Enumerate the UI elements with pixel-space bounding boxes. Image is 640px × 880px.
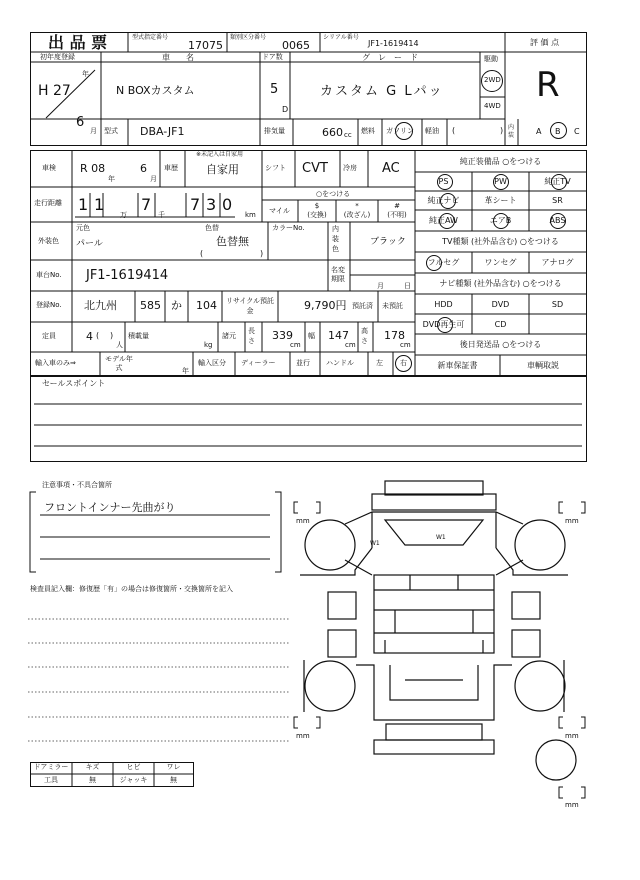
width-value: 147 <box>328 329 349 342</box>
reg-area: 北九州 <box>84 299 117 312</box>
mileage-digit-4: 7 <box>190 195 201 214</box>
drive-4wd: 4WD <box>484 102 501 110</box>
fuel-circle <box>395 122 413 140</box>
model-year-unit: 年 <box>182 367 189 375</box>
table-jack-value: 無 <box>170 776 177 784</box>
inspector-label: 検査員記入欄：修復歴「有」の場合は修復箇所・交換箇所を記入 <box>30 585 233 593</box>
load-label: 積載量 <box>128 332 149 340</box>
color-repaint-label: 色替 <box>205 224 219 232</box>
notes-line-1: フロントインナー先曲がり <box>44 501 176 514</box>
serial-label: シリアル番号 <box>323 34 359 41</box>
unknown-label: # (不明) <box>387 202 407 219</box>
int-color: ブラック <box>370 237 406 247</box>
displacement: 660 <box>322 126 343 139</box>
nav-dvd-playback: DVD再生可 <box>422 320 465 329</box>
width-label: 幅 <box>308 332 315 340</box>
model-no: 17075 <box>188 39 223 52</box>
mileage-digit-5: 3 <box>206 195 217 214</box>
sen-unit: 千 <box>158 211 165 219</box>
mileage-digit-6: 0 <box>222 195 233 214</box>
mile-label: マイル <box>269 207 290 215</box>
handle-left: 左 <box>376 359 383 367</box>
inspection-month: 6 <box>140 162 147 175</box>
first-reg-month: 6 <box>76 115 85 130</box>
model-no-label: 型式指定番号 <box>132 34 169 41</box>
nav-dvd-playback-circle <box>437 317 453 333</box>
capacity-bracket-close: ) <box>110 331 114 340</box>
diesel-bracket: ( <box>452 126 456 135</box>
color-repaint-bracket: ( <box>200 249 204 258</box>
equip-sr: SR <box>552 196 563 205</box>
load-unit: kg <box>204 341 213 349</box>
equip-pw: PW <box>494 177 507 186</box>
length-value: 339 <box>272 329 293 342</box>
handle-right: 右 <box>400 359 407 367</box>
displacement-label: 排気量 <box>264 127 285 135</box>
model-year-label: モデル年式 <box>105 355 133 372</box>
nav-cd: CD <box>494 320 507 329</box>
reg-num: 104 <box>196 299 217 312</box>
name-change-month: 月 <box>377 282 384 290</box>
color-repaint: 色替無 <box>216 235 249 248</box>
reg-kana: か <box>171 299 182 312</box>
mm-front-left: mm <box>296 517 310 525</box>
equip-aw: 純正AW <box>429 216 458 225</box>
recycle-amount: 9,790円 <box>304 299 347 312</box>
mm-rear-right: mm <box>565 732 579 740</box>
color-repaint-bracket-close: ) <box>260 249 264 258</box>
equip-navi-circle <box>440 193 456 209</box>
sales-point-label: セールスポイント <box>42 379 106 388</box>
nav-dvd: DVD <box>491 300 510 309</box>
width-unit: cm <box>345 341 356 349</box>
table-crack: ヒビ <box>126 763 141 771</box>
mm-rear-left: mm <box>296 732 310 740</box>
later-manual: 車輌取説 <box>527 361 559 370</box>
capacity-value: 4 <box>86 330 93 343</box>
interior-label: 内装 <box>508 124 515 139</box>
handle-label: ハンドル <box>326 359 354 367</box>
tv-analog: アナログ <box>541 258 574 267</box>
tv-fullseg-circle <box>426 255 442 271</box>
ac-label: 冷房 <box>343 164 357 172</box>
doors-value: 5 <box>270 82 279 97</box>
tv-fullseg: フルセグ <box>427 258 460 267</box>
interior-a: A <box>536 127 542 136</box>
table-scratch: キズ <box>85 763 100 771</box>
chassis-value: JF1-1619414 <box>86 268 169 283</box>
capacity-unit: 人 <box>116 341 123 349</box>
later-warranty: 新車保証書 <box>437 361 478 370</box>
interior-b-circle <box>550 122 567 139</box>
reg-class: 585 <box>140 299 161 312</box>
recycle-status: 預託済 <box>352 302 373 310</box>
color-label: 外装色 <box>38 237 59 245</box>
table-break: ワレ <box>166 763 181 771</box>
w1-left-label: W1 <box>370 540 380 547</box>
car-name-label: 車 名 <box>162 53 194 62</box>
first-reg-year: H 27 <box>38 83 71 99</box>
height-label: 高さ <box>361 327 368 345</box>
grade-header-label: 評 価 点 <box>530 38 560 47</box>
inspection-label: 車検 <box>42 164 56 172</box>
equip-tv-circle <box>551 174 567 190</box>
man-unit: 万 <box>120 211 127 219</box>
color-orig-label: 元色 <box>76 224 90 232</box>
shift-label: シフト <box>265 164 286 172</box>
inspection-month-unit: 月 <box>150 175 157 183</box>
swap-label: $ (交換) <box>307 202 327 219</box>
interior-c: C <box>574 127 580 136</box>
history-value: 自家用 <box>206 163 239 176</box>
color-no-label: カラーNo. <box>272 224 305 232</box>
equip-tv: 純正TV <box>544 177 571 186</box>
handle-right-circle <box>395 355 412 372</box>
mileage-digit-3: 7 <box>141 195 152 214</box>
equip-abs-circle <box>550 213 566 229</box>
length-unit: cm <box>290 341 301 349</box>
equip-ps: PS <box>438 177 449 186</box>
fuel-label: 燃料 <box>361 127 375 135</box>
nav-hdd: HDD <box>434 300 453 309</box>
mm-front-right: mm <box>565 517 579 525</box>
capacity-bracket: ( <box>96 331 100 340</box>
first-reg-label: 初年度登録 <box>40 53 75 61</box>
fuel-gasoline: ガソリン <box>386 127 414 135</box>
shift-value: CVT <box>302 161 328 176</box>
class-no-label: 類別区分番号 <box>230 34 267 41</box>
class-no: 0065 <box>282 39 310 52</box>
reg-label: 登録No. <box>36 301 62 309</box>
int-color-label: 内装色 <box>332 225 339 253</box>
tampered-label: * (改ざん) <box>343 202 371 219</box>
equip-aw-circle <box>439 213 455 229</box>
grade-value: R <box>536 65 560 105</box>
dealer-label: ディーラー <box>241 359 276 367</box>
table-jack: ジャッキ <box>119 776 148 784</box>
mileage-digit-2: 1 <box>94 195 105 214</box>
drive-2wd-circle <box>481 70 503 92</box>
length-label: 長さ <box>248 327 255 345</box>
equip-leather: 革シート <box>484 196 517 205</box>
equip-ps-circle <box>437 174 453 190</box>
mileage-digit-1: 1 <box>78 195 89 214</box>
grade-label: グ レ ー ド <box>362 53 418 62</box>
height-unit: cm <box>400 341 411 349</box>
color-orig: パール <box>76 239 103 249</box>
recycle-status-unpaid: 未預託 <box>382 302 403 310</box>
mm-spare: mm <box>565 801 579 809</box>
capacity-label: 定員 <box>42 332 56 340</box>
chassis-label: 車台No. <box>36 271 62 279</box>
month-unit: 月 <box>90 127 97 135</box>
import-type-label: 輸入区分 <box>198 359 226 367</box>
cc-unit: cc <box>344 131 352 139</box>
inspection-year: R 08 <box>80 162 106 175</box>
table-door-mirror: ドアミラー <box>33 763 69 771</box>
diesel-bracket-close: ) <box>500 126 504 135</box>
doors-suffix: D <box>282 105 289 114</box>
w1-right-label: W1 <box>436 534 446 541</box>
drive-label: 駆動 <box>484 55 498 63</box>
table-tools: 工具 <box>44 776 58 784</box>
model-type: DBA-JF1 <box>140 125 185 138</box>
diesel-label: 軽油 <box>425 127 439 135</box>
equip-navi: 純正ナビ <box>427 196 460 205</box>
nav-sd: SD <box>551 300 564 309</box>
drive-2wd: 2WD <box>484 76 501 84</box>
km-unit: km <box>245 211 256 219</box>
name-change-day: 日 <box>404 282 411 290</box>
grade-text: カスタム G Lパッ <box>320 84 444 99</box>
nav-title: ナビ種類 (社外品含む) ○をつける <box>439 279 562 288</box>
form-title: 出 品 票 <box>48 33 108 52</box>
name-change-label: 名変期限 <box>331 266 345 283</box>
equip-abs: ABS <box>549 216 566 225</box>
ac-value: AC <box>382 161 400 176</box>
equip-airbag: エアB <box>489 216 512 225</box>
later-title: 後日発送品 ○をつける <box>459 340 542 349</box>
doors-label: ドア数 <box>262 53 283 61</box>
tv-oneseg: ワンセグ <box>484 258 517 267</box>
notes-title: 注意事項・不具合箇所 <box>42 481 112 489</box>
mileage-circle-note: ○をつける <box>316 190 351 198</box>
car-name: N BOXカスタム <box>116 84 195 97</box>
import-label: 輸入車のみ⇒ <box>35 359 76 367</box>
interior-b: B <box>555 127 561 136</box>
history-label: 車歴 <box>164 164 178 172</box>
inspection-year-unit: 年 <box>108 175 115 183</box>
mileage-label: 走行距離 <box>34 199 62 207</box>
model-type-label: 型式 <box>104 127 118 135</box>
dims-label: 諸元 <box>222 332 236 340</box>
equipment-title: 純正装備品 ○をつける <box>459 157 542 166</box>
year-unit: 年 <box>82 70 89 78</box>
equip-pw-circle <box>493 174 509 190</box>
parallel-label: 並行 <box>296 359 310 367</box>
recycle-label: リサイクル預託金 <box>225 297 275 315</box>
tv-title: TV種類 (社外品含む) ○をつける <box>442 237 559 246</box>
serial-value: JF1-1619414 <box>368 39 419 48</box>
equip-airbag-circle <box>493 213 509 229</box>
table-tools-value: 無 <box>89 776 96 784</box>
height-value: 178 <box>384 329 405 342</box>
history-note: ※未記入は自家用 <box>196 151 244 158</box>
